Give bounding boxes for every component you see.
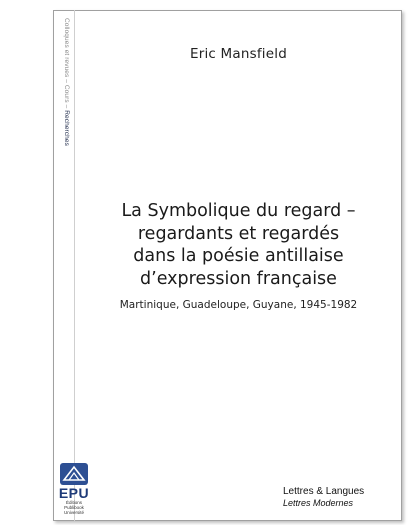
- collection-series: Lettres Modernes: [283, 498, 354, 508]
- title-line-4: d’expression française: [140, 268, 337, 289]
- author-name: Eric Mansfield: [190, 46, 287, 62]
- publisher-logo: [57, 463, 91, 515]
- collection-label: [283, 486, 364, 509]
- publisher-line-1: Éditions Publibook: [64, 500, 84, 510]
- series-recherches: Recherches: [63, 110, 70, 146]
- series-colloques: Colloques et revues: [63, 18, 70, 78]
- vertical-series-label: Colloques et revues – Cours – Recherches: [63, 18, 70, 146]
- title-line-3: dans la poésie antillaise: [133, 246, 344, 266]
- epu-logo-icon: [60, 463, 88, 485]
- title-line-2: regardants et regardés: [137, 223, 340, 244]
- collection-name: Lettres & Langues: [283, 486, 365, 497]
- book-title: [75, 200, 402, 311]
- publisher-name: EPU: [58, 485, 90, 501]
- publisher-line-2: Université: [63, 510, 84, 515]
- title-line-1: La Symbolique du regard –: [121, 201, 356, 221]
- series-cours: Cours: [63, 84, 70, 103]
- book-subtitle: Martinique, Guadeloupe, Guyane, 1945-1982: [119, 299, 358, 311]
